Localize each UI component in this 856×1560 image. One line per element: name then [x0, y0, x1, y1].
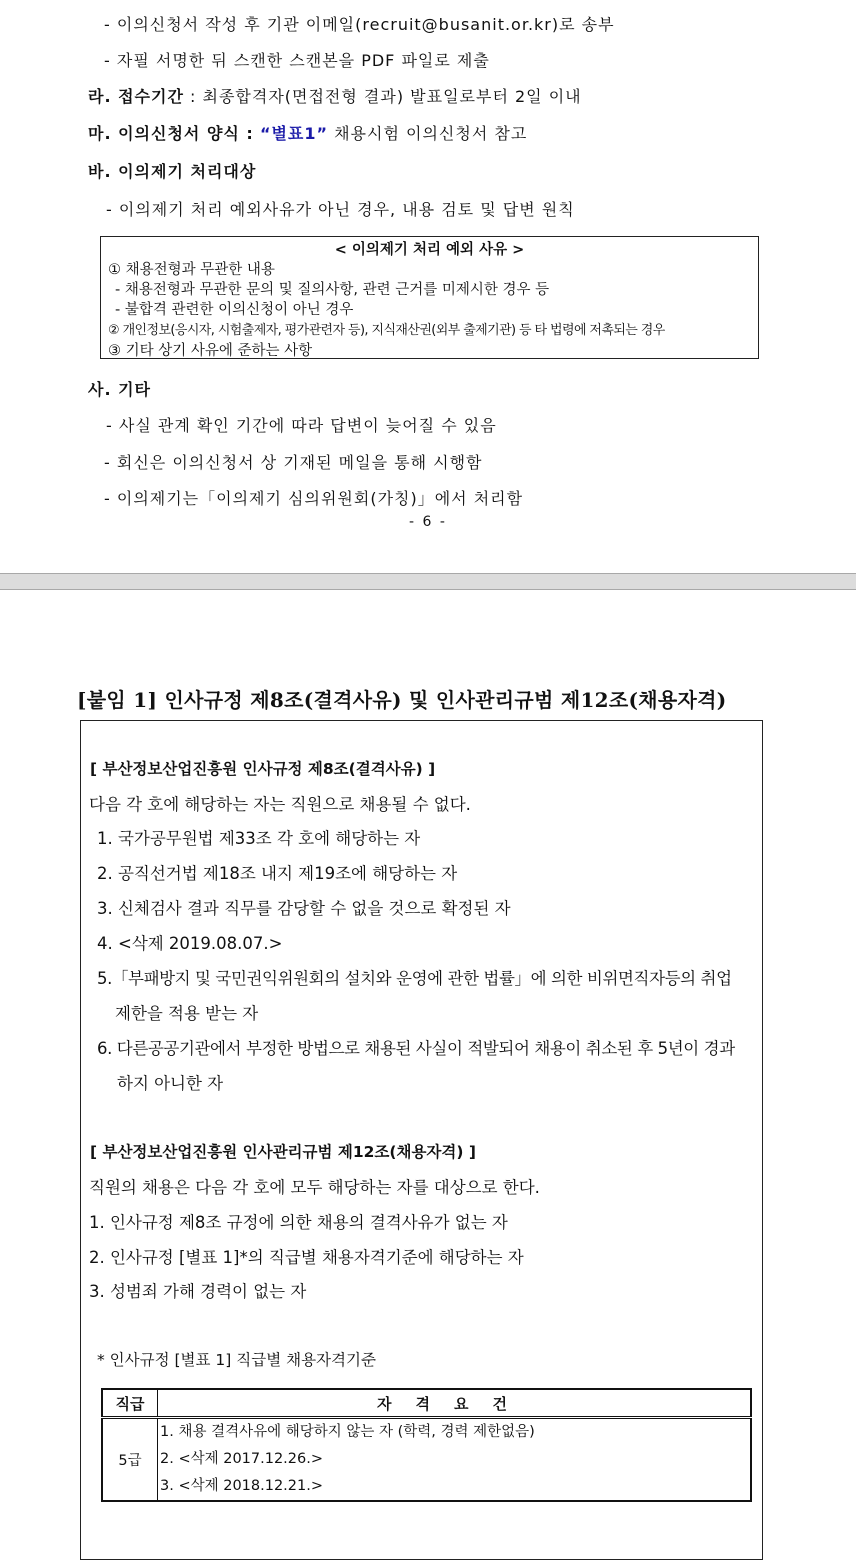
- bullet-email-submit: - 이의신청서 작성 후 기관 이메일(recruit@busanit.or.kr)로 송부: [104, 15, 615, 34]
- attachment-box: [80, 720, 763, 1560]
- exception-line: ② 개인정보(응시자, 시험출제자, 평가관련자 등), 지식재산권(외부 출제기관) 등 타 법령에 저촉되는 경우: [108, 323, 665, 338]
- page-number: - 6 -: [409, 514, 447, 530]
- attachment-title: [붙임 1] 인사규정 제8조(결격사유) 및 인사관리규범 제12조(채용자격): [77, 688, 727, 712]
- exception-box-title: < 이의제기 처리 예외 사유 >: [334, 242, 525, 258]
- block1-item: 6. 다른공공기관에서 부정한 방법으로 채용된 사실이 적발되어 채용이 취소된 후 5년이 경과: [97, 1039, 735, 1058]
- header-requirements: 자격요건: [158, 1389, 752, 1418]
- block2-intro: 직원의 채용은 다음 각 호에 모두 해당하는 자를 대상으로 한다.: [89, 1178, 540, 1197]
- cell-requirements: [158, 1418, 752, 1502]
- exception-line: ③ 기타 상기 사유에 준하는 사항: [108, 343, 313, 359]
- section-ba-bullet: - 이의제기 처리 예외사유가 아닌 경우, 내용 검토 및 답변 원칙: [106, 200, 575, 219]
- block2-item: 2. 인사규정 [별표 1]*의 직급별 채용자격기준에 해당하는 자: [89, 1248, 524, 1267]
- section-ra-text: : 최종합격자(면접전형 결과) 발표일로부터 2일 이내: [183, 87, 582, 106]
- qualification-table: [101, 1388, 752, 1502]
- block1-item: 5.「부패방지 및 국민권익위원회의 설치와 운영에 관한 법률」에 의한 비위면직자등의 취업: [97, 969, 732, 988]
- requirement-item: 3. <삭제 2018.12.21.>: [160, 1478, 323, 1494]
- section-ba-label: 바. 이의제기 처리대상: [88, 162, 257, 181]
- section-ra: [88, 84, 582, 107]
- block2-heading: [ 부산정보산업진흥원 인사관리규범 제12조(채용자격) ]: [90, 1143, 476, 1161]
- requirement-item: 2. <삭제 2017.12.26.>: [160, 1451, 323, 1467]
- table-row: [102, 1418, 751, 1502]
- section-sa-label: 사. 기타: [88, 380, 152, 399]
- block1-intro: 다음 각 호에 해당하는 자는 직원으로 채용될 수 없다.: [89, 795, 471, 814]
- block1-heading: [ 부산정보산업진흥원 인사규정 제8조(결격사유) ]: [90, 760, 436, 778]
- table-note: * 인사규정 [별표 1] 직급별 채용자격기준: [97, 1351, 376, 1369]
- requirement-item: 1. 채용 결격사유에 해당하지 않는 자 (학력, 경력 제한없음): [160, 1424, 535, 1440]
- section-ma: [88, 121, 527, 144]
- block1-item: 4. <삭제 2019.08.07.>: [97, 934, 283, 953]
- cell-grade: 5급: [102, 1418, 158, 1502]
- exception-line: ① 채용전형과 무관한 내용: [108, 262, 275, 278]
- page-separator: [0, 573, 856, 590]
- section-ma-text: 채용시험 이의신청서 참고: [328, 124, 528, 143]
- block1-item: 3. 신체검사 결과 직무를 감당할 수 없을 것으로 확정된 자: [97, 899, 511, 918]
- section-sa-bullet: - 이의제기는「이의제기 심의위원회(가칭)」에서 처리함: [104, 489, 524, 508]
- section-ra-label: 라. 접수기간: [88, 87, 184, 106]
- header-grade: 직급: [102, 1389, 158, 1418]
- block1-item-cont: 제한을 적용 받는 자: [115, 1004, 259, 1023]
- section-sa-bullet: - 사실 관계 확인 기간에 따라 답변이 늦어질 수 있음: [106, 416, 497, 435]
- block1-item: 1. 국가공무원법 제33조 각 호에 해당하는 자: [97, 829, 421, 848]
- appendix-1-reference: “별표1”: [259, 124, 329, 143]
- table-header-row: [102, 1389, 751, 1418]
- block1-item-cont: 하지 아니한 자: [117, 1074, 224, 1093]
- section-ma-label: 마. 이의신청서 양식 :: [88, 124, 254, 143]
- exception-line: - 불합격 관련한 이의신청이 아닌 경우: [115, 302, 354, 318]
- block2-item: 3. 성범죄 가해 경력이 없는 자: [89, 1282, 307, 1301]
- exception-line: - 채용전형과 무관한 문의 및 질의사항, 관련 근거를 미제시한 경우 등: [115, 282, 550, 298]
- exception-reasons-box: [100, 236, 759, 359]
- bullet-pdf-submit: - 자필 서명한 뒤 스캔한 스캔본을 PDF 파일로 제출: [104, 51, 490, 70]
- block1-item: 2. 공직선거법 제18조 내지 제19조에 해당하는 자: [97, 864, 458, 883]
- block2-item: 1. 인사규정 제8조 규정에 의한 채용의 결격사유가 없는 자: [89, 1213, 508, 1232]
- section-sa-bullet: - 회신은 이의신청서 상 기재된 메일을 통해 시행함: [104, 453, 483, 472]
